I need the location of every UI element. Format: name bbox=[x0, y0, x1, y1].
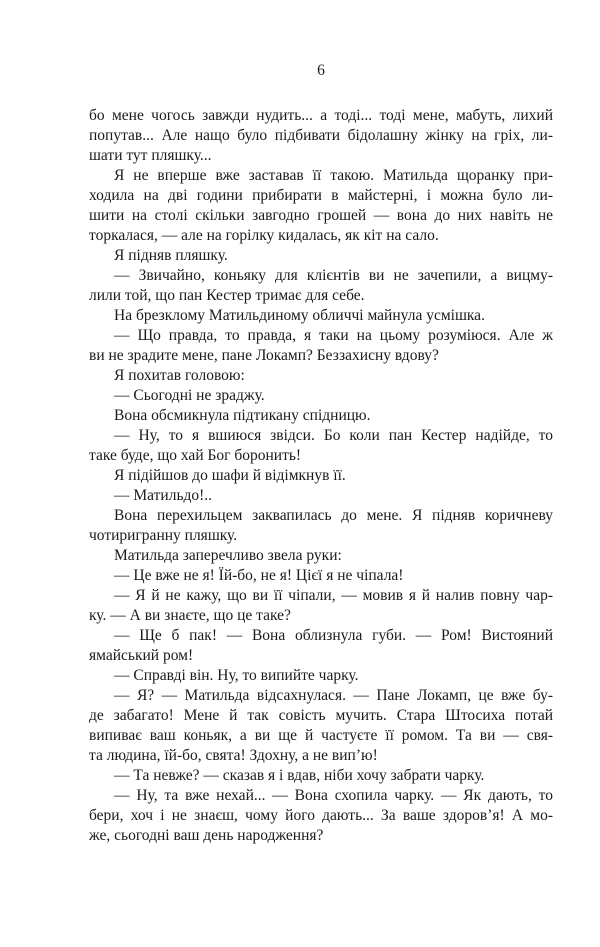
text-line: — Ще б пак! — Вона облизнула губи. — Ром! Вистояний bbox=[114, 627, 553, 644]
paragraph bbox=[89, 766, 553, 786]
text-line: попутав... Але нащо було підбивати бідолашну жінку на гріх, ли- bbox=[89, 127, 553, 144]
page-number: 6 bbox=[317, 62, 325, 79]
text-line: На брезклому Матильдиному обличчі майнула усмішка. bbox=[114, 307, 485, 324]
paragraph bbox=[89, 326, 553, 366]
text-line: ви не зрадите мене, пане Локамп? Беззахисну вдову? bbox=[89, 347, 439, 364]
paragraph bbox=[89, 246, 553, 266]
text-line: бери, хоч і не знаєш, чому його дають... За ваше здоров’я! А мо- bbox=[89, 807, 553, 824]
text-line: торкалася, — але на горілку кидалась, як кіт на сало. bbox=[89, 227, 439, 244]
paragraph bbox=[89, 406, 553, 426]
text-line: Я похитав головою: bbox=[114, 367, 245, 384]
paragraph bbox=[89, 306, 553, 326]
text-line: — Це вже не я! Їй-бо, не я! Цієї я не чіпала! bbox=[114, 567, 404, 584]
text-line: шити на столі скільки завгодно грошей — вона до них навіть не bbox=[89, 207, 553, 224]
paragraph bbox=[89, 666, 553, 686]
text-line: — Ну, то я вшиюся звідси. Бо коли пан Кестер надійде, то bbox=[114, 427, 553, 444]
text-line: — Я? — Матильда відсахнулася. — Пане Локамп, це вже бу- bbox=[114, 687, 553, 704]
paragraph bbox=[89, 566, 553, 586]
paragraph bbox=[89, 166, 553, 246]
paragraph bbox=[89, 786, 553, 846]
paragraph bbox=[89, 586, 553, 626]
text-line: шати тут пляшку... bbox=[89, 147, 212, 164]
text-line: же, сьогодні ваш день народження? bbox=[89, 827, 324, 844]
paragraph bbox=[89, 626, 553, 666]
text-block bbox=[89, 106, 553, 846]
paragraph bbox=[89, 486, 553, 506]
text-line: — Ну, та вже нехай... — Вона схопила чарку. — Як дають, то bbox=[114, 787, 553, 804]
text-line: — Матильдо!.. bbox=[114, 487, 213, 504]
paragraph bbox=[89, 506, 553, 546]
text-line: — Що правда, то правда, я таки на цьому розуміюся. Але ж bbox=[114, 327, 553, 344]
text-line: бо мене чогось завжди нудить... а тоді... тоді мене, мабуть, лихий bbox=[89, 107, 553, 124]
text-line: чотиригранну пляшку. bbox=[89, 527, 238, 544]
text-line: випиває ваш коньяк, а ви ще й частуєте її ромом. Та ви — свя- bbox=[89, 727, 553, 744]
text-line: — Та невже? — сказав я і вдав, ніби хочу забрати чарку. bbox=[114, 767, 485, 784]
text-line: — Звичайно, коньяку для клієнтів ви не зачепили, а вицму- bbox=[114, 267, 553, 284]
text-line: Матильда заперечливо звела руки: bbox=[114, 547, 342, 564]
text-line: Я не вперше вже заставав її такою. Матильда щоранку при- bbox=[114, 167, 553, 184]
paragraph bbox=[89, 466, 553, 486]
paragraph bbox=[89, 426, 553, 466]
text-line: Я підняв пляшку. bbox=[114, 247, 228, 264]
text-line: — Я й не кажу, що ви її чіпали, — мовив я й налив повну чар- bbox=[114, 587, 553, 604]
text-line: лили той, що пан Кестер тримає для себе. bbox=[89, 287, 365, 304]
text-line: — Справді він. Ну, то випийте чарку. bbox=[114, 667, 359, 684]
text-line: де забагато! Мене й так совість мучить. Стара Штосиха потай bbox=[89, 707, 553, 724]
text-line: — Сьогодні не зраджу. bbox=[114, 387, 265, 404]
paragraph bbox=[89, 106, 553, 166]
text-line: ходила на дві години прибирати в майстерні, і можна було ли- bbox=[89, 187, 553, 204]
text-line: ямайський ром! bbox=[89, 647, 194, 664]
text-line: Я підійшов до шафи й відімкнув її. bbox=[114, 467, 346, 484]
text-line: таке буде, що хай Бог боронить! bbox=[89, 447, 302, 464]
paragraph bbox=[89, 546, 553, 566]
text-line: ку. — А ви знаєте, що це таке? bbox=[89, 607, 291, 624]
paragraph bbox=[89, 266, 553, 306]
paragraph bbox=[89, 366, 553, 386]
text-line: Вона обсмикнула підтикану спідницю. bbox=[114, 407, 371, 424]
paragraph bbox=[89, 686, 553, 766]
text-line: та людина, їй-бо, свята! Здохну, а не вип’ю! bbox=[89, 747, 378, 764]
text-line: Вона перехильцем заквапилась до мене. Я підняв коричневу bbox=[114, 507, 553, 524]
paragraph bbox=[89, 386, 553, 406]
